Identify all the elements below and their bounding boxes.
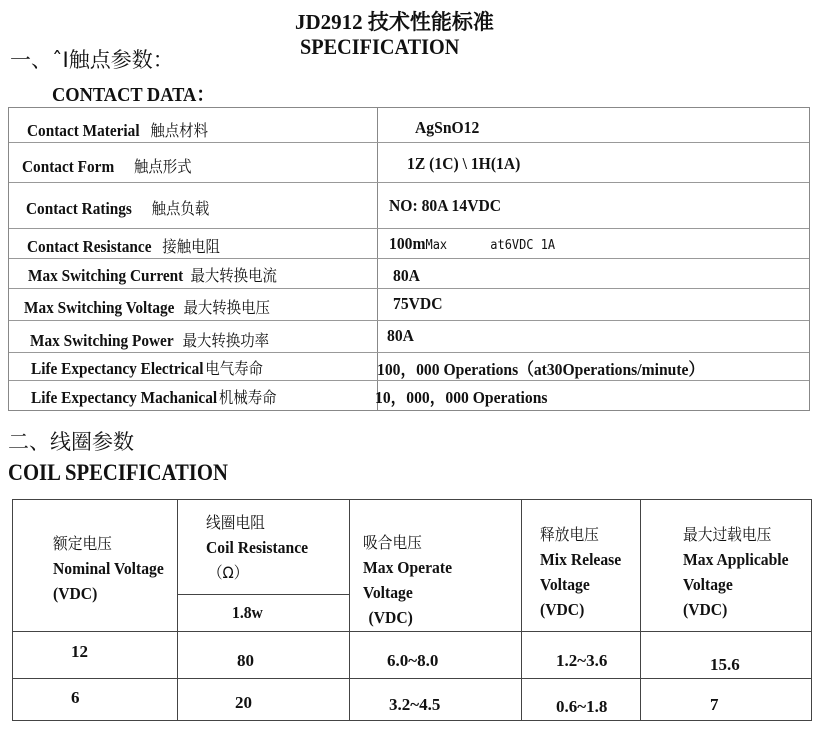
row-value: 75VDC — [393, 294, 443, 313]
cell-applicable-voltage: 7 — [710, 695, 719, 714]
page-title-cn: JD2912 技术性能标准 — [295, 10, 494, 34]
row-label: Contact Ratings 触点负载 — [26, 199, 210, 218]
row-value: 80A — [387, 326, 414, 345]
header-operate-voltage: 吸合电压 Max Operate Voltage (VDC) — [363, 533, 453, 627]
header-nominal-voltage: 额定电压 Nominal Voltage (VDC) — [53, 534, 164, 603]
cell-coil-resistance: 80 — [237, 651, 254, 670]
row-value: AgSnO12 — [415, 118, 480, 137]
table-row — [9, 288, 809, 321]
cell-release-voltage: 1.2~3.6 — [556, 651, 608, 670]
row-label: Contact Resistance 接触电阻 — [27, 237, 220, 256]
header-applicable-voltage: 最大过载电压 Max Applicable Voltage (VDC) — [683, 525, 789, 619]
row-value: 100，000 Operations（at30Operations/minute） — [377, 360, 705, 379]
row-label: Max Switching Power 最大转换功率 — [30, 331, 270, 350]
row-value: NO: 80A 14VDC — [389, 196, 502, 215]
row-value: 80A — [393, 266, 420, 285]
row-divider — [13, 631, 811, 632]
table-row — [9, 320, 809, 353]
cell-operate-voltage: 6.0~8.0 — [387, 651, 439, 670]
header-release-voltage: 释放电压 Mix Release Voltage (VDC) — [540, 525, 622, 619]
cell-release-voltage: 0.6~1.8 — [556, 697, 608, 716]
column-divider — [640, 500, 641, 720]
column-divider — [349, 500, 350, 720]
cell-nominal-voltage: 6 — [71, 688, 80, 707]
column-divider — [521, 500, 522, 720]
row-label: Contact Form 触点形式 — [22, 157, 192, 176]
row-label: Max Switching Voltage 最大转换电压 — [24, 298, 270, 317]
page-title-en: SPECIFICATION — [300, 34, 460, 59]
cell-operate-voltage: 3.2~4.5 — [389, 695, 441, 714]
cell-applicable-voltage: 15.6 — [710, 655, 740, 674]
header-coil-resistance: 线圈电阻 Coil Resistance （Ω） — [206, 513, 309, 582]
table-row — [9, 142, 809, 183]
row-value: 1Z (1C) \ 1H(1A) — [407, 154, 521, 173]
row-value: 100mMax at6VDC 1A — [389, 234, 556, 253]
coil-section-heading-en: COIL SPECIFICATION — [8, 460, 228, 485]
coil-section-heading-cn: 二、线圈参数 — [8, 430, 134, 454]
row-divider — [13, 678, 811, 679]
row-divider — [177, 594, 349, 595]
table-row — [9, 258, 809, 289]
header-coil-power: 1.8w — [232, 603, 263, 622]
table-row — [9, 352, 809, 381]
contact-section-heading-en: CONTACT DATA： — [52, 84, 215, 106]
cell-coil-resistance: 20 — [235, 693, 252, 712]
table-row — [9, 182, 809, 229]
coil-specification-table — [12, 499, 812, 721]
row-value: 10，000，000 Operations — [375, 388, 548, 407]
row-label: Max Switching Current 最大转换电流 — [28, 266, 277, 285]
contact-section-heading-cn: 一、ˆI触点参数： — [10, 48, 174, 72]
row-label: Life Expectancy Machanical 机械寿命 — [31, 388, 277, 407]
table-row — [9, 228, 809, 259]
column-divider — [177, 500, 178, 720]
cell-nominal-voltage: 12 — [71, 642, 88, 661]
row-label: Contact Material 触点材料 — [27, 121, 208, 140]
table-row — [9, 380, 809, 410]
contact-data-table — [8, 107, 810, 411]
row-label: Life Expectancy Electrical 电气寿命 — [31, 359, 263, 378]
table-row — [9, 108, 809, 143]
